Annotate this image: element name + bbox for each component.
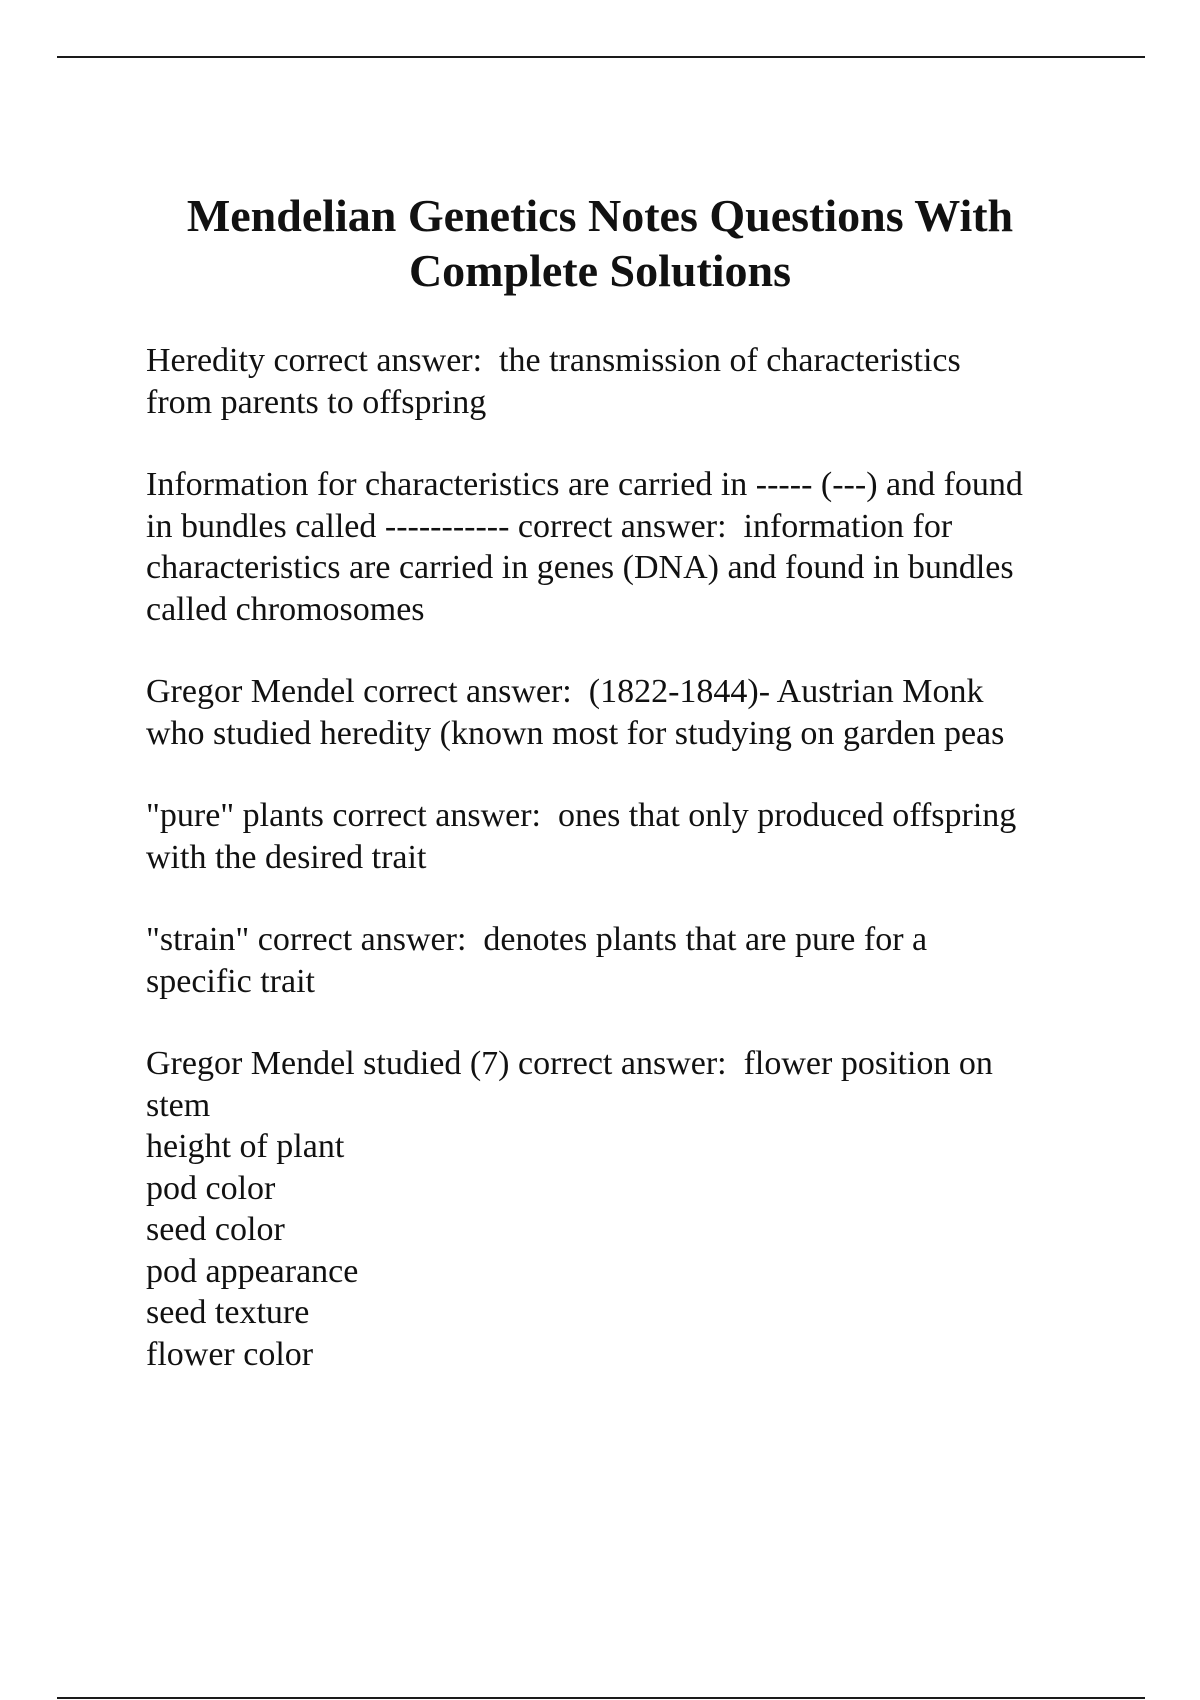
- qa-text: Information for characteristics are carried in ----- (---) and found: [146, 466, 1023, 503]
- title-line-2: Complete Solutions: [408, 245, 792, 296]
- qa-text: "strain" correct answer: denotes plants that are pure for a: [146, 921, 928, 958]
- qa-entry-pure-plants: [146, 795, 1096, 878]
- qa-text: specific trait: [146, 962, 315, 1000]
- trait-item: flower color: [146, 1335, 314, 1373]
- qa-text: who studied heredity (known most for studying on garden peas: [146, 714, 1005, 752]
- qa-text: from parents to offspring: [146, 383, 487, 421]
- qa-entry-mendel-studied: [146, 1043, 1096, 1375]
- qa-text: with the desired trait: [146, 838, 427, 876]
- trait-item: pod appearance: [146, 1252, 359, 1290]
- bottom-rule: [57, 1697, 1145, 1699]
- qa-text: "pure" plants correct answer: ones that only produced offspring: [146, 797, 1017, 834]
- trait-item: height of plant: [146, 1128, 345, 1165]
- qa-text: stem: [146, 1086, 211, 1124]
- top-rule: [57, 56, 1145, 58]
- qa-text: in bundles called ----------- correct answer: information for: [146, 507, 953, 545]
- qa-entry-heredity: [146, 340, 1096, 423]
- trait-item: seed texture: [146, 1294, 310, 1331]
- qa-text: Gregor Mendel studied (7) correct answer: flower position on: [146, 1045, 993, 1082]
- qa-entry-gregor-mendel: [146, 671, 1096, 754]
- title-line-1: Mendelian Genetics Notes Questions With: [186, 190, 1014, 241]
- qa-text: Gregor Mendel correct answer: (1822-1844)- Austrian Monk: [146, 673, 984, 710]
- qa-text: called chromosomes: [146, 590, 425, 628]
- trait-item: pod color: [146, 1169, 276, 1207]
- qa-text: characteristics are carried in genes (DNA) and found in bundles: [146, 549, 1014, 586]
- qa-entry-information: [146, 464, 1096, 630]
- qa-entry-strain: [146, 919, 1096, 1002]
- qa-text: Heredity correct answer: the transmission of characteristics: [146, 342, 961, 379]
- document-body: [146, 340, 1096, 1416]
- page-title: [100, 188, 1100, 298]
- trait-item: seed color: [146, 1211, 285, 1248]
